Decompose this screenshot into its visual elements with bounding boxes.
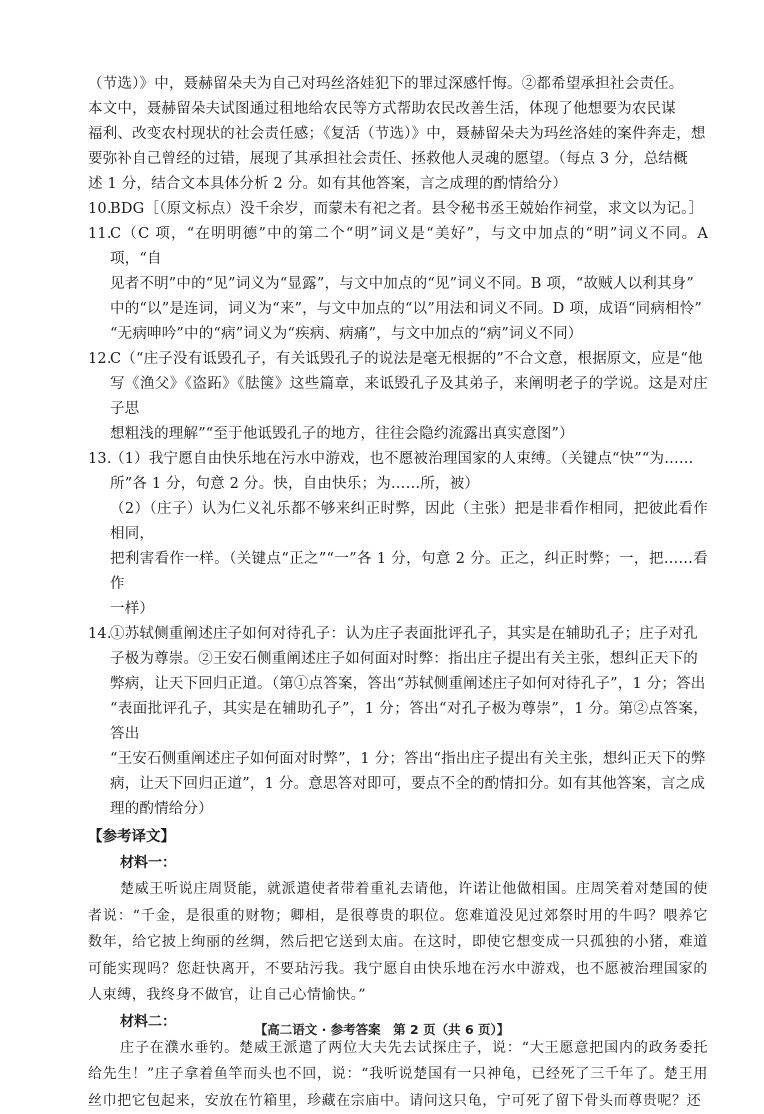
question-13	[88, 447, 708, 622]
q9-line: （节选）》中，聂赫留朵夫为自己对玛丝洛娃犯下的罪过深感忏悔。②都希望承担社会责任。	[88, 72, 708, 97]
question-11	[88, 222, 708, 347]
q9-line: 福利、改变农村现状的社会责任感；《复活（节选）》中，聂赫留朵夫为玛丝洛娃的案件奔走，想	[88, 122, 708, 147]
answer-line: ①苏轼侧重阐述庄子如何对待孔子：认为庄子表面批评孔子，其实是在辅助孔子；庄子对孔	[110, 622, 708, 647]
question-14	[88, 622, 708, 822]
q9-line: 本文中，聂赫留朵夫试图通过租地给农民等方式帮助农民改善生活，体现了他想要为农民谋	[88, 97, 708, 122]
answer-line: 理的酌情给分）	[110, 797, 708, 822]
answer-line: 弊病，让天下回归正道。（第①点答案，答出“苏轼侧重阐述庄子如何对待孔子”，1 分；答出	[110, 672, 708, 697]
question-number: 14.	[88, 622, 110, 822]
answer-line: BDG［（原文标点）没千余岁，而蒙未有祀之者。县令秘书丞王兢始作祠堂，求文以为记。］	[110, 197, 708, 222]
reference-translation-heading: 【参考译文】	[88, 824, 708, 850]
answer-line: “王安石侧重阐述庄子如何面对时弊”，1 分；答出“指出庄子提出有关主张，想纠正天下的弊	[110, 747, 708, 772]
question-number: 10.	[88, 197, 110, 222]
answer-line: 中的“以”是连词，词义为“来”，与文中加点的“以”用法和词义不同。D 项，成语“同病相怜”	[110, 297, 708, 322]
material-1-text: 楚威王听说庄周贤能，就派遣使者带着重礼去请他，许诺让他做相国。庄周笑着对楚国的使者说：“千金，是很重的财物；卿相，是很尊贵的职位。您难道没见过郊祭时用的牛吗？喂养它数年，给它披上绚丽的丝绸，然后把它送到太庙。在这时，即使它想变成一只孤独的小猪，难道可能实现吗？您赶快离开，不要玷污我。我宁愿自由快乐地在污水中游戏，也不愿被治理国家的人束缚，我终身不做官，让自己心情愉快。”	[88, 876, 708, 1009]
q9-continuation	[88, 72, 708, 197]
answer-line: 写《渔父》《盗跖》《胠箧》这些篇章，来诋毁孔子及其弟子，来阐明老子的学说。这是对庄子思	[110, 372, 708, 422]
answer-line: C（“庄子没有诋毁孔子，有关诋毁孔子的说法是毫无根据的”不合文意，根据原文，应是“他	[110, 347, 708, 372]
answer-line: 想粗浅的理解”“至于他诋毁孔子的地方，往往会隐约流露出真实意图”）	[110, 422, 708, 447]
question-number: 12.	[88, 347, 110, 447]
answer-line: 所”各 1 分，句意 2 分。快，自由快乐；为……所，被）	[110, 472, 708, 497]
answer-line: 子极为尊崇。②王安石侧重阐述庄子如何面对时弊：指出庄子提出有关主张，想纠正天下的	[110, 647, 708, 672]
answer-line: 见者不明”中的“见”词义为“显露”，与文中加点的“见”词义不同。B 项，“故贼人以利其身”	[110, 272, 708, 297]
question-12	[88, 347, 708, 447]
page-footer: 【高二语文 · 参考答案 第 2 页（共 6 页）】	[0, 1020, 764, 1038]
answer-line: 把利害看作一样。（关键点“正之”“一”各 1 分，句意 2 分。正之，纠正时弊；一，把……看作	[110, 547, 708, 597]
q9-line: 要弥补自己曾经的过错，展现了其承担社会责任、拯救他人灵魂的愿望。（每点 3 分，总结概	[88, 147, 708, 172]
material-2-text: 庄子在濮水垂钓。楚威王派遣了两位大夫先去试探庄子，说：“大王愿意把国内的政务委托给先生！”庄子拿着鱼竿而头也不回，说：“我听说楚国有一只神龟，已经死了三千年了。楚王用丝巾把它包起来，安放在竹箱里，珍藏在宗庙中。请问这只龟，宁可死了留下骨头而尊贵呢？还	[88, 1035, 708, 1114]
answer-line: “无病呻吟”中的“病”词义为“疾病、病痛”，与文中加点的“病”词义不同）	[110, 322, 708, 347]
answer-line: 一样）	[110, 597, 708, 622]
q9-line: 述 1 分，结合文本具体分析 2 分。如有其他答案，言之成理的酌情给分）	[88, 172, 708, 197]
question-number: 13.	[88, 447, 110, 622]
question-10	[88, 197, 708, 222]
material-1-title: 材料一：	[120, 850, 708, 876]
answer-line: （2）（庄子）认为仁义礼乐都不够来纠正时弊，因此（主张）把是非看作相同，把彼此看作相同，	[110, 497, 708, 547]
material-2-title: 材料二：	[120, 1009, 708, 1035]
answer-line: （1）我宁愿自由快乐地在污水中游戏，也不愿被治理国家的人束缚。（关键点“快”“为……	[110, 447, 708, 472]
answer-line: 病，让天下回归正道”，1 分。意思答对即可，要点不全的酌情扣分。如有其他答案，言之成	[110, 772, 708, 797]
answer-line: C（C 项，“在明明德”中的第二个“明”词义是“美好”，与文中加点的“明”词义不同。A 项，“自	[110, 222, 708, 272]
question-number: 11.	[88, 222, 110, 347]
answer-line: “表面批评孔子，其实是在辅助孔子”，1 分；答出“对孔子极为尊崇”，1 分。第②点答案，答出	[110, 697, 708, 747]
